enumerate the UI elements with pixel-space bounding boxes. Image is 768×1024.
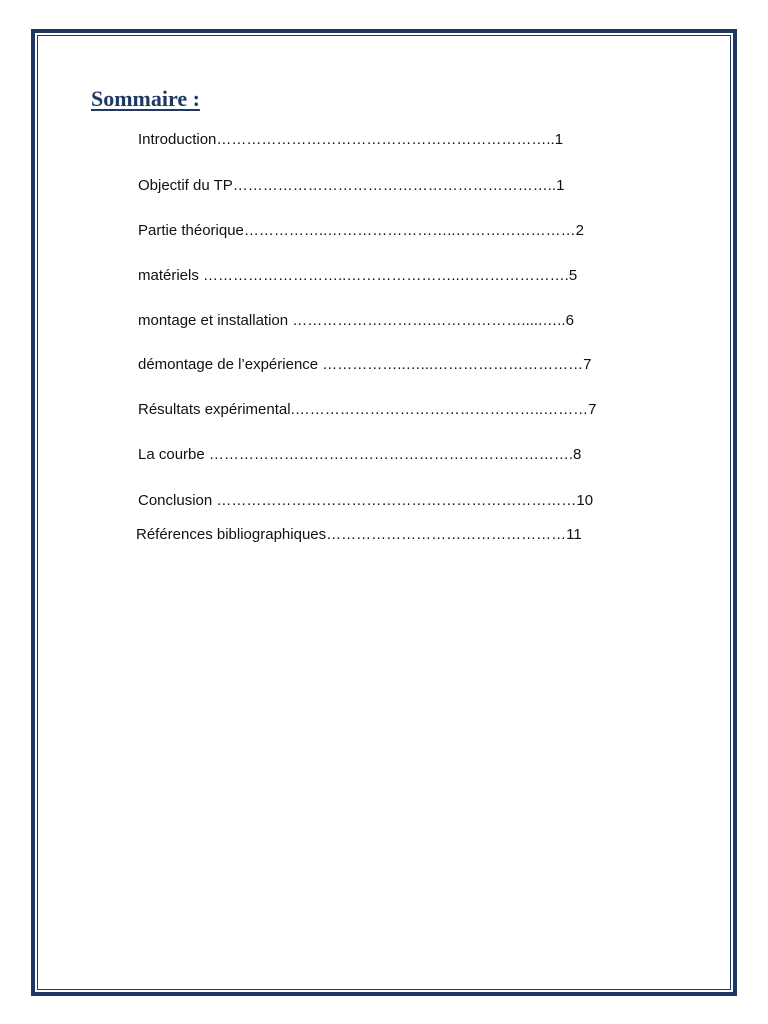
toc-entry-materiels: matériels ………………………..…………………..………………….5	[138, 267, 578, 284]
toc-entry-courbe: La courbe ……………………………………………………………….8	[138, 446, 582, 463]
toc-title: Sommaire :	[91, 86, 200, 111]
toc-entry-montage: montage et installation ……………………….……………….....…..6	[138, 312, 574, 329]
toc-entry-demontage: démontage de l’expérience ……………..…...…………………………7	[138, 356, 592, 373]
toc-entry-introduction: Introduction…………………………………………………………..1	[138, 131, 564, 148]
toc-entry-references: Références bibliographiques…………………………………………11	[136, 526, 582, 543]
toc-entry-resultats: Résultats expérimental.…………………………………………..………7	[138, 401, 597, 418]
toc-entry-conclusion: Conclusion ………………………………………………………………10	[138, 492, 594, 509]
toc-entry-partie-theorique: Partie théorique……………..……………………..……………………2	[138, 222, 584, 239]
toc-entry-objectif: Objectif du TP………………………………………………………..1	[138, 177, 565, 194]
